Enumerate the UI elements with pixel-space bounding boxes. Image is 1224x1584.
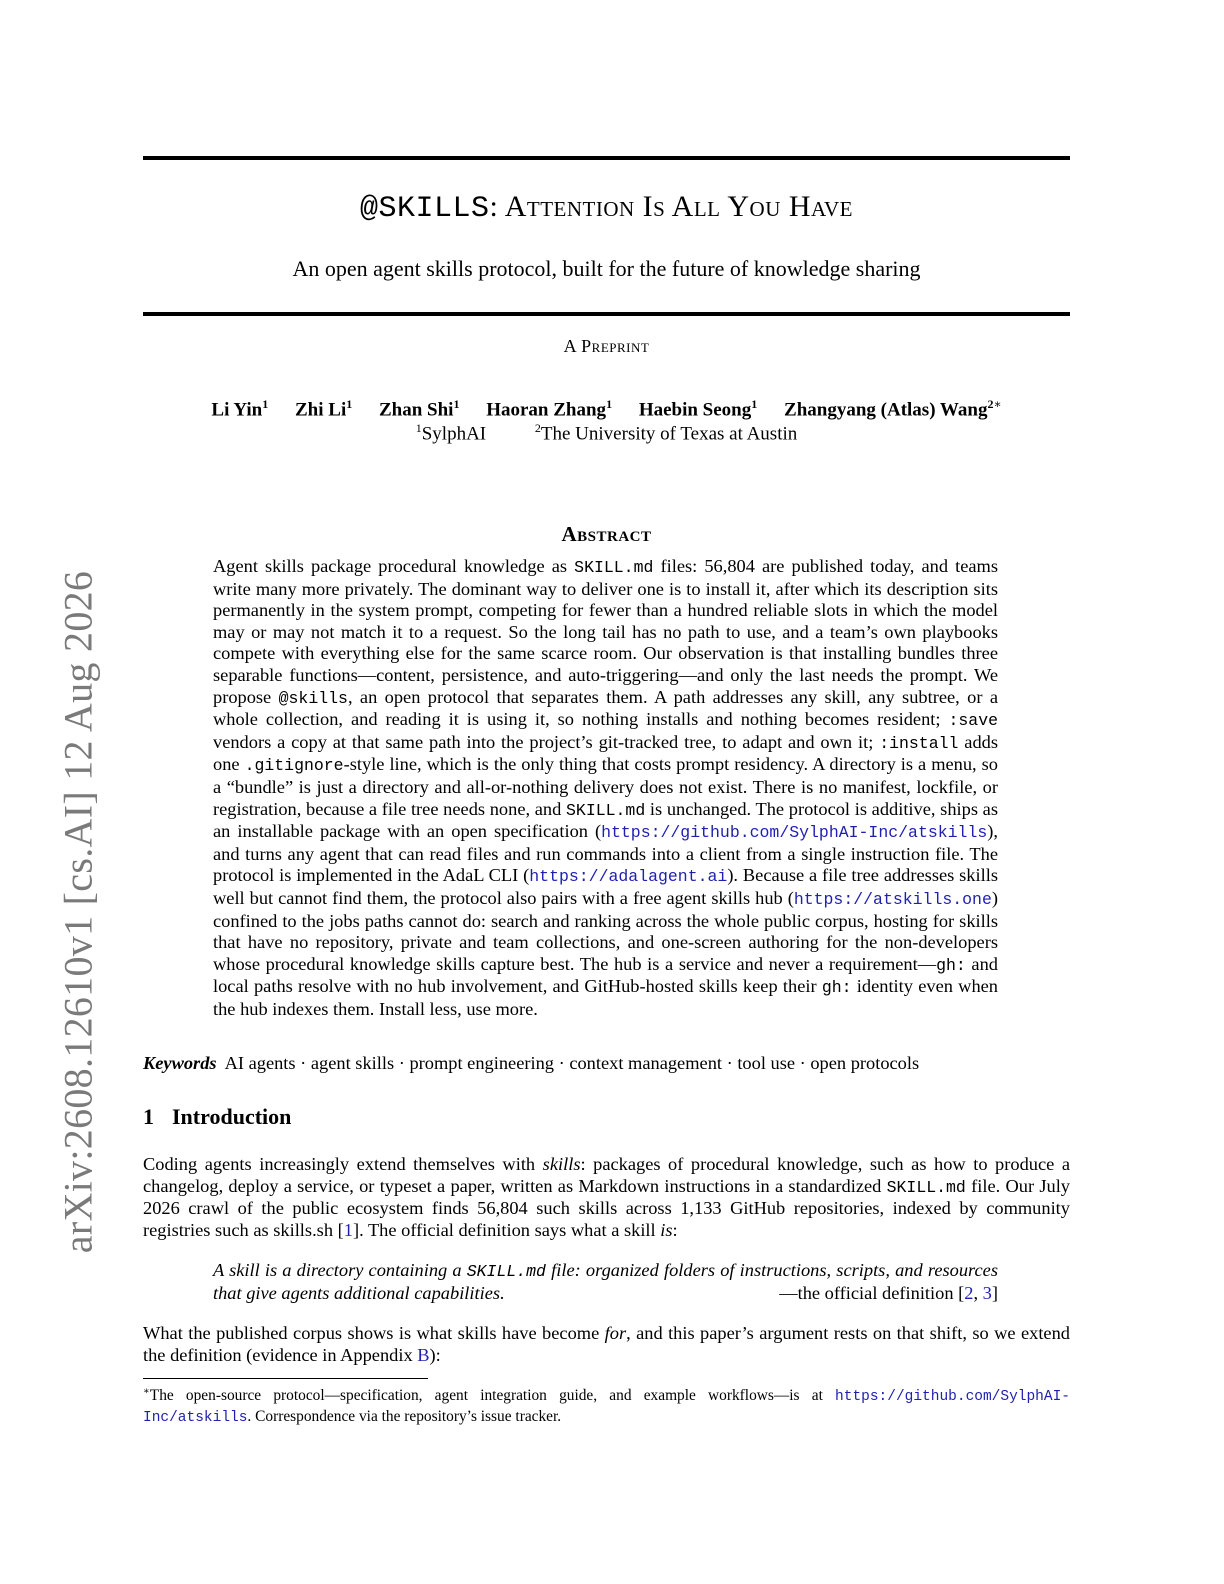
author: Zhangyang (Atlas) Wang$^{2∗}$	[784, 397, 1002, 421]
citation-link[interactable]: 2	[964, 1282, 974, 1303]
title-protocol-name: @SKILLS	[359, 192, 490, 226]
author: Haoran Zhang$^1$	[486, 397, 613, 421]
footnote-rule	[143, 1378, 428, 1379]
quote-attribution: —the official definition [2, 3]	[779, 1282, 998, 1303]
hub-link[interactable]: https://atskills.one	[793, 889, 992, 909]
author: Zhi Li$^1$	[295, 397, 353, 421]
paper-subtitle: An open agent skills protocol, built for the future of knowledge sharing	[292, 256, 921, 281]
abstract-heading: Abstract	[561, 522, 652, 546]
paper-title	[143, 190, 1070, 226]
citation-link[interactable]: 3	[982, 1282, 992, 1303]
intro-paragraph: Coding agents increasingly extend themselves with skills: packages of procedural knowledge, such as how to produce a changelog, deploy a service, or typeset a paper, written as Markdown instructions in a standardized SKILL.md file. Our July 2026 crawl of the public ecosystem finds 56,804 such skills across 1,133 GitHub repositories, indexed by community registries such as skills.sh [1]. The official definition says what a skill is:	[143, 1154, 1070, 1240]
author: Li Yin$^1$	[211, 397, 269, 421]
repo-link[interactable]: https://github.com/SylphAI-Inc/atskills	[601, 823, 988, 843]
title-rule-top	[143, 156, 1070, 160]
keywords-label: Keywords	[143, 1053, 217, 1073]
author: Zhan Shi$^1$	[378, 397, 460, 421]
affiliation: $^1$SylphAI	[415, 421, 487, 445]
footnote-repo-link[interactable]: https://github.com/SylphAI-Inc/atskills	[143, 1389, 1070, 1427]
definition-quote: A skill is a directory containing a SKILL.md file: organized folders of instructions, scripts, and resources that give agents additional capabilities. —the official definition [2, 3]	[213, 1260, 998, 1303]
preprint-label: A Preprint	[563, 336, 650, 356]
arxiv-identifier: arXiv:2608.12610v1 [cs.AI] 12 Aug 2026	[55, 570, 101, 1254]
keywords	[143, 1053, 1070, 1074]
footnote: ∗The open-source protocol—specification, agent integration guide, and example workflows—is at https://github.com/SylphAI-Inc/atskills. Correspondence via the repository’s issue tracker.	[143, 1386, 1070, 1427]
section-heading: 1 Introduction	[143, 1104, 292, 1129]
abstract-body: Agent skills package procedural knowledge as SKILL.md files: 56,804 are published today, and teams write many more privately. The dominant way to deliver one is to install it, after which its description sits permanently in the system prompt, competing for fewer than a hundred reliable slots in which the model may or may not match it to a request. So the long tail has no path to use, and a team’s own playbooks compete with everything else for the same scarce room. Our observation is that installing bundles three separable functions—content, persistence, and auto-triggering—and only the last needs the prompt. We propose @skills, an open protocol that separates them. A path addresses any skill, any subtree, or a whole collection, and reading it is using it, so nothing installs and nothing becomes resident; :save vendors a copy at that same path into the project’s git-tracked tree, to adapt and own it; :install adds one .gitignore-style line, which is the only thing that costs prompt residency. A directory is a menu, so a “bundle” is just a directory and all-or-nothing delivery does not exist. There is no manifest, lockfile, or registration, because a file tree needs none, and SKILL.md is unchanged. The protocol is additive, ships as an installable package with an open specification (https://github.com/SylphAI-Inc/atskills), and turns any agent that can read files and run commands into a client from a single instruction file. The protocol is implemented in the AdaL CLI (https://adalagent.ai). Because a file tree addresses skills well but cannot find them, the protocol also pairs with a free agent skills hub (https://atskills.one) confined to the jobs paths cannot do: search and ranking across the whole public corpus, hosting for skills that have no repository, private and team collections, and one-screen authoring for the non-developers whose procedural knowledge skills capture best. The hub is a service and never a requirement—gh: and local paths resolve with no hub involvement, and GitHub-hosted skills keep their gh: identity even when the hub indexes them. Install less, use more.	[213, 556, 998, 1019]
affiliation: $^2$The University of Texas at Austin	[534, 421, 798, 445]
footnote-marker[interactable]: ∗	[993, 397, 1002, 411]
intro-paragraph-2: What the published corpus shows is what skills have become for, and this paper’s argument rests on that shift, so we extend the definition (evidence in Appendix B):	[143, 1323, 1070, 1365]
title-rule-bottom	[143, 312, 1070, 316]
author-list	[143, 397, 1070, 421]
title-text: : Attention Is All You Have	[489, 190, 853, 223]
author: Haebin Seong$^1$	[638, 397, 758, 421]
keywords-text: AI agents · agent skills · prompt engineering · context management · tool use · open protocols	[224, 1053, 920, 1073]
appendix-link[interactable]: B	[417, 1344, 430, 1365]
adal-link[interactable]: https://adalagent.ai	[529, 867, 728, 887]
citation-link[interactable]: 1	[343, 1219, 353, 1240]
affiliation-list	[143, 421, 1070, 445]
